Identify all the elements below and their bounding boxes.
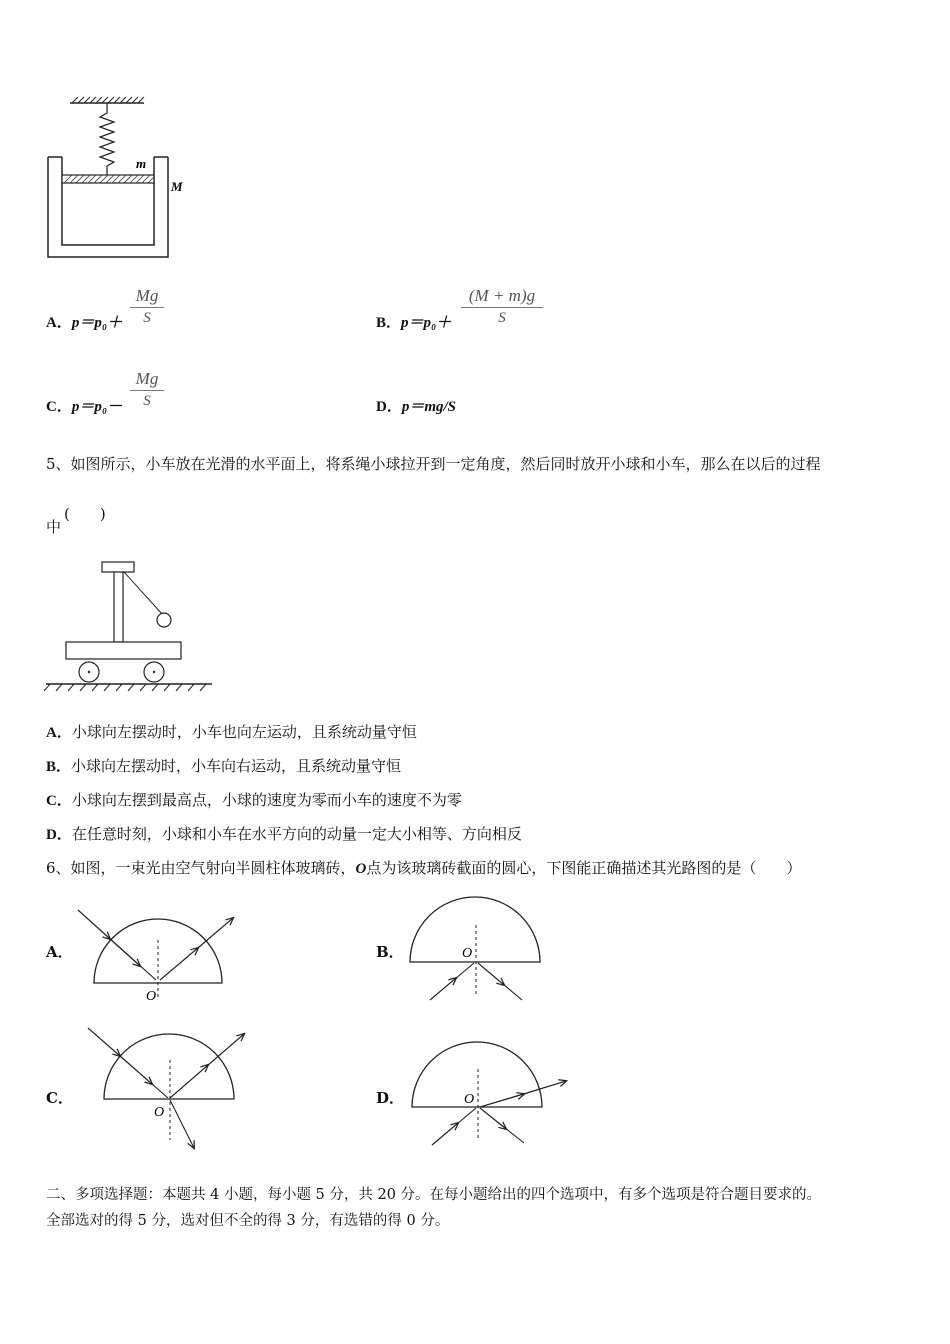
q4-option-b[interactable]: B．p＝p₀＋ (376, 315, 452, 331)
q4-option-c[interactable]: C．p＝p₀－ (46, 399, 123, 415)
q5-stem-line2: 中 (46, 518, 62, 536)
q6-option-b-label[interactable]: B． (376, 943, 404, 961)
q6-option-a-center-label: O (146, 989, 157, 1004)
q6-stem: 6、如图，一束光由空气射向半圆柱体玻璃砖，O点为该玻璃砖截面的圆心，下图能正确描述其光路图的是（ ） (46, 859, 802, 877)
section2-header-line2: 全部选对的得 5 分，选对但不全的得 3 分，有选错的得 0 分。 (46, 1213, 450, 1229)
q6-option-d-diagram[interactable] (400, 1035, 575, 1150)
cart-pendulum-figure (44, 560, 214, 694)
q6-option-c-center-label: O (154, 1105, 165, 1120)
q6-option-b-center-label: O (462, 946, 473, 961)
q5-answer-paren: ( ) (64, 505, 106, 523)
q6-option-d-center-label: O (464, 1092, 475, 1107)
q5-option-a[interactable]: A．小球向左摆动时，小车也向左运动，且系统动量守恒 (46, 723, 417, 741)
spring-container-figure (40, 95, 200, 265)
q6-option-c-diagram[interactable] (80, 1020, 260, 1155)
q6-option-b-diagram[interactable] (400, 895, 560, 1010)
q4-option-a-fraction: Mg S (130, 285, 164, 328)
piston-mass-label: m (136, 156, 147, 171)
q5-option-d[interactable]: D．在任意时刻，小球和小车在水平方向的动量一定大小相等、方向相反 (46, 825, 522, 843)
q6-option-d-label[interactable]: D． (376, 1089, 405, 1107)
q4-option-b-fraction: (M + m)g S (461, 285, 543, 328)
q5-stem-line1: 5、如图所示，小车放在光滑的水平面上，将系绳小球拉开到一定角度，然后同时放开小球和小车，那么在以后的过程 (46, 455, 821, 473)
q4-option-c-fraction: Mg S (130, 368, 164, 411)
q4-option-d[interactable]: D．p＝mg/S (376, 399, 457, 415)
q6-option-a-label[interactable]: A． (46, 943, 73, 961)
q5-option-b[interactable]: B．小球向左摆动时，小车向右运动，且系统动量守恒 (46, 757, 402, 775)
q6-option-a-diagram[interactable] (70, 900, 250, 1010)
q6-option-c-label[interactable]: C． (46, 1089, 73, 1107)
q4-option-a[interactable]: A．p＝p₀＋ (46, 315, 123, 331)
container-mass-label: M (171, 179, 183, 194)
section2-header-line1: 二、多项选择题：本题共 4 小题，每小题 5 分，共 20 分。在每小题给出的四个选项中，有多个选项是符合题目要求的。 (46, 1187, 822, 1203)
q5-option-c[interactable]: C．小球向左摆到最高点，小球的速度为零而小车的速度不为零 (46, 791, 462, 809)
